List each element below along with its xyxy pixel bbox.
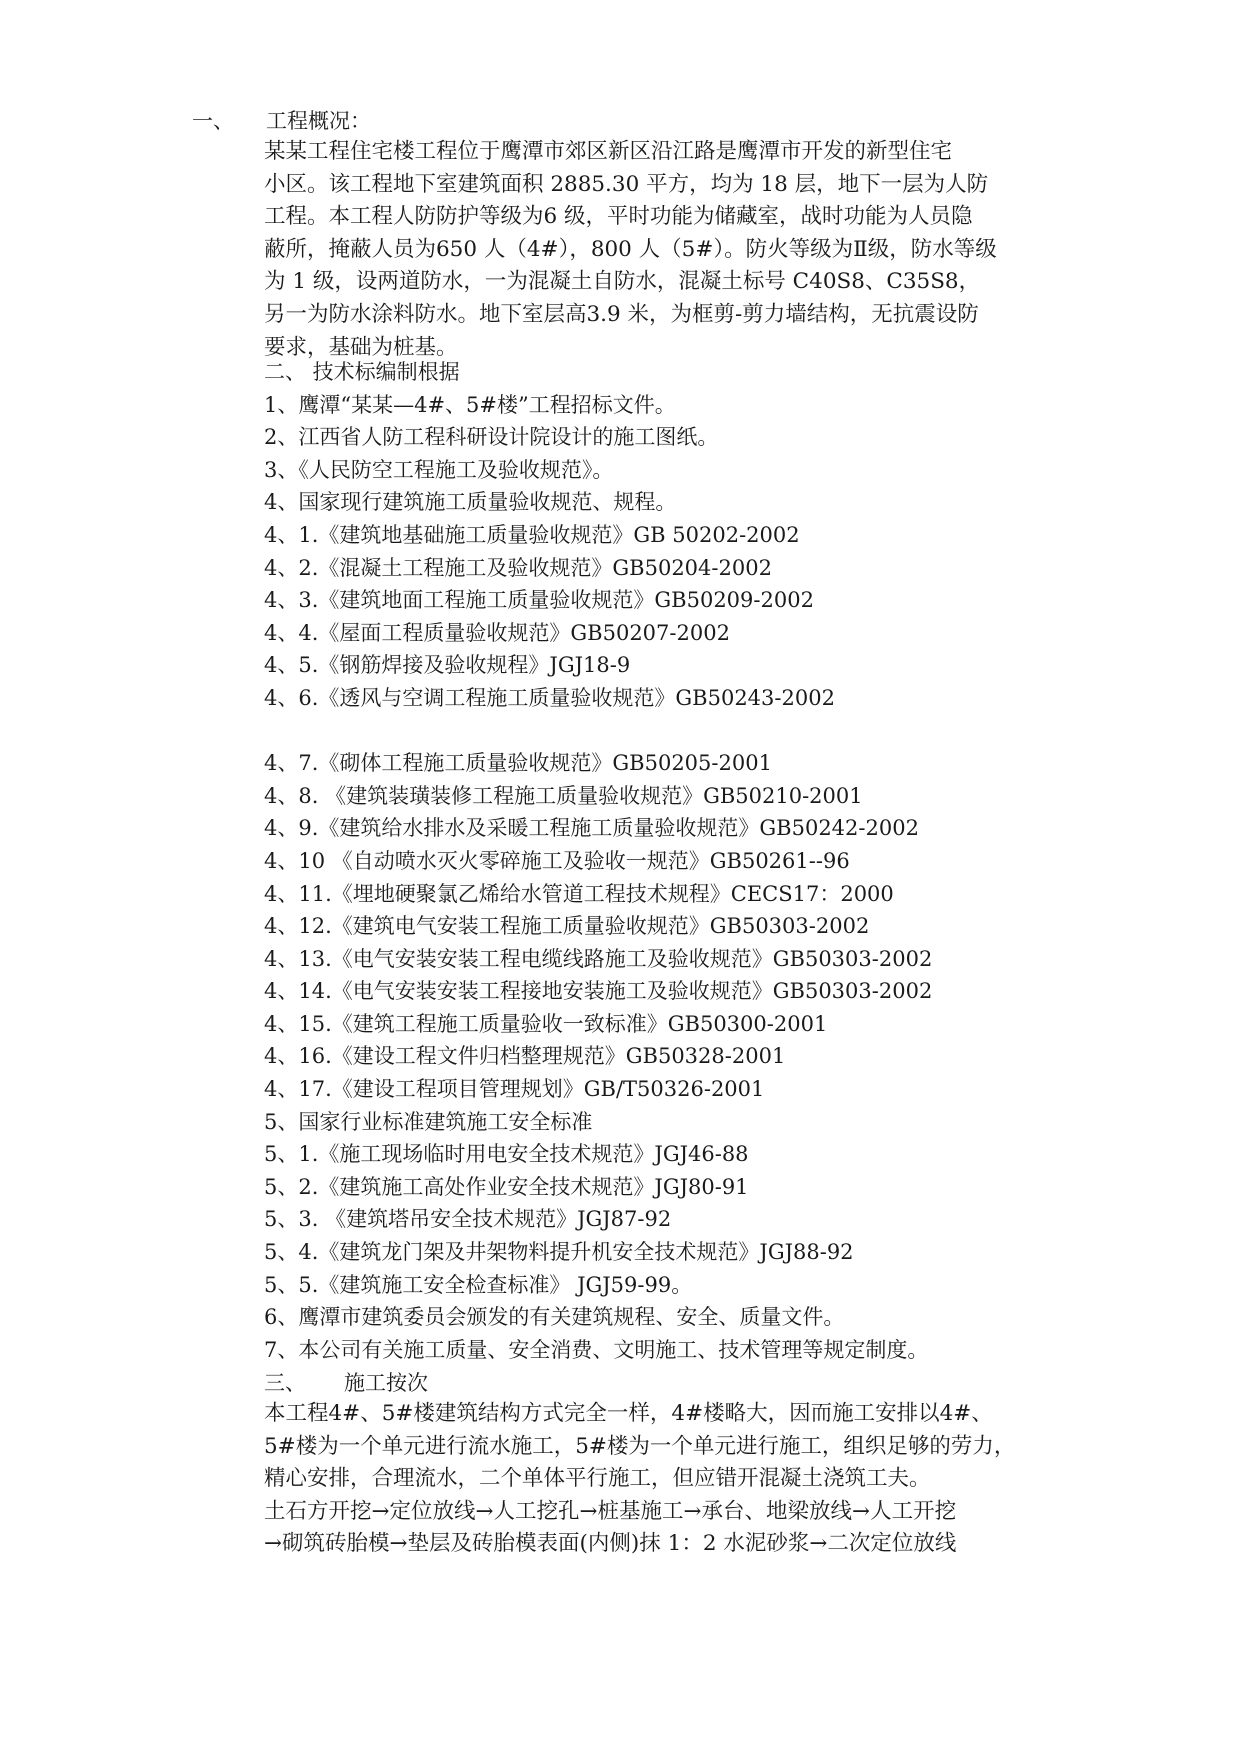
list-item: 4、1.《建筑地基础施工质量验收规范》GB 50202-2002 [264, 522, 800, 547]
list-item: 4、7.《砌体工程施工质量验收规范》GB50205-2001 [264, 751, 772, 776]
list-item: 4、12.《建筑电气安装工程施工质量验收规范》GB50303-2002 [264, 914, 870, 939]
list-item: 3、《人民防空工程施工及验收规范》。 [264, 457, 614, 482]
text-line: 蔽所，掩蔽人员为650 人（4#），800 人（5#）。防火等级为Ⅱ级，防水等级 [264, 236, 997, 262]
text-line: 精心安排，合理流水，二个单体平行施工，但应错开混凝土浇筑工夫。 [264, 1466, 931, 1492]
text-line: →砌筑砖胎模→垫层及砖胎模表面(内侧)抹 1：2 水泥砂浆→二次定位放线 [264, 1531, 957, 1557]
list-item: 4、6.《透风与空调工程施工质量验收规范》GB50243-2002 [264, 685, 835, 710]
list-item: 4、5.《钢筋焊接及验收规程》JGJ18-9 [264, 653, 631, 678]
section3-body [264, 1398, 1064, 1561]
list-item: 5、2.《建筑施工高处作业安全技术规范》JGJ80-91 [264, 1174, 749, 1199]
text-line: 另一为防水涂料防水。地下室层高3.9 米，为框剪-剪力墙结构，无抗震设防 [264, 301, 979, 327]
text-line: 某某工程住宅楼工程位于鹰潭市郊区新区沿江路是鹰潭市开发的新型住宅 [264, 139, 953, 164]
list-item: 6、鹰潭市建筑委员会颁发的有关建筑规程、安全、质量文件。 [264, 1305, 845, 1330]
list-item: 4、14.《电气安装安装工程接地安装施工及验收规范》GB50303-2002 [264, 979, 933, 1004]
text-line: 工程。本工程人防防护等级为6 级，平时功能为储藏室，战时功能为人员隐 [264, 204, 973, 230]
section1-body [264, 136, 1064, 364]
text-line: 为 1 级，设两道防水，一为混凝土自防水，混凝土标号 C40S8、C35S8， [264, 269, 981, 295]
list-item: 4、国家现行建筑施工质量验收规范、规程。 [264, 490, 677, 515]
text-line: 要求，基础为桩基。 [264, 334, 458, 360]
list-item: 4、11.《埋地硬聚氯乙烯给水管道工程技术规程》CECS17：2000 [264, 881, 894, 906]
list-item: 4、4.《屋面工程质量验收规范》GB50207-2002 [264, 620, 730, 645]
list-item: 4、3.《建筑地面工程施工质量验收规范》GB50209-2002 [264, 588, 814, 613]
section1-title: 工程概况： [266, 109, 371, 133]
list-item: 2、江西省人防工程科研设计院设计的施工图纸。 [264, 425, 719, 450]
list-item: 5、1.《施工现场临时用电安全技术规范》JGJ46-88 [264, 1142, 749, 1167]
list-item: 4、17.《建设工程项目管理规划》GB/T50326-2001 [264, 1077, 765, 1102]
list-item: 5、4.《建筑龙门架及井架物料提升机安全技术规范》JGJ88-92 [264, 1240, 854, 1265]
list-item: 4、10 《自动喷水灭火零碎施工及验收一规范》GB50261--96 [264, 848, 850, 873]
text-line: 5#楼为一个单元进行流水施工，5#楼为一个单元进行施工，组织足够的劳力， [264, 1433, 1016, 1459]
list-item: 4、9.《建筑给水排水及采暖工程施工质量验收规范》GB50242-2002 [264, 816, 919, 841]
list-item: 5、5.《建筑施工安全检查标准》 JGJ59-99。 [264, 1272, 693, 1297]
text-line: 土石方开挖→定位放线→人工挖孔→桩基施工→承台、地梁放线→人工开挖 [264, 1498, 957, 1524]
list-item: 5、3. 《建筑塔吊安全技术规范》JGJ87-92 [264, 1207, 672, 1232]
text-line: 小区。该工程地下室建筑面积 2885.30 平方，均为 18 层，地下一层为人防 [264, 171, 989, 197]
section2-list [264, 356, 1084, 1366]
section2-heading: 二、 技术标编制根据 [264, 360, 460, 384]
list-item: 4、15.《建筑工程施工质量验收一致标准》GB50300-2001 [264, 1011, 828, 1036]
section3-number: 三、 [264, 1371, 306, 1395]
list-item: 1、鹰潭“某某—4#、5#楼”工程招标文件。 [264, 392, 676, 417]
section1-heading [192, 104, 371, 138]
list-item: 7、本公司有关施工质量、安全消费、文明施工、技术管理等规定制度。 [264, 1337, 929, 1362]
section3-title: 施工按次 [344, 1371, 428, 1395]
section3-heading [264, 1366, 428, 1400]
list-item: 4、2.《混凝土工程施工及验收规范》GB50204-2002 [264, 555, 772, 580]
list-item: 4、16.《建设工程文件归档整理规范》GB50328-2001 [264, 1044, 786, 1069]
list-item: 5、国家行业标准建筑施工安全标准 [264, 1109, 593, 1134]
list-item: 4、8. 《建筑装璜装修工程施工质量验收规范》GB50210-2001 [264, 783, 863, 808]
text-line: 本工程4#、5#楼建筑结构方式完全一样，4#楼略大，因而施工安排以4#、 [264, 1401, 993, 1426]
section1-number: 一、 [192, 109, 234, 133]
list-item: 4、13.《电气安装安装工程电缆线路施工及验收规范》GB50303-2002 [264, 946, 933, 971]
blank-line [264, 715, 1084, 748]
